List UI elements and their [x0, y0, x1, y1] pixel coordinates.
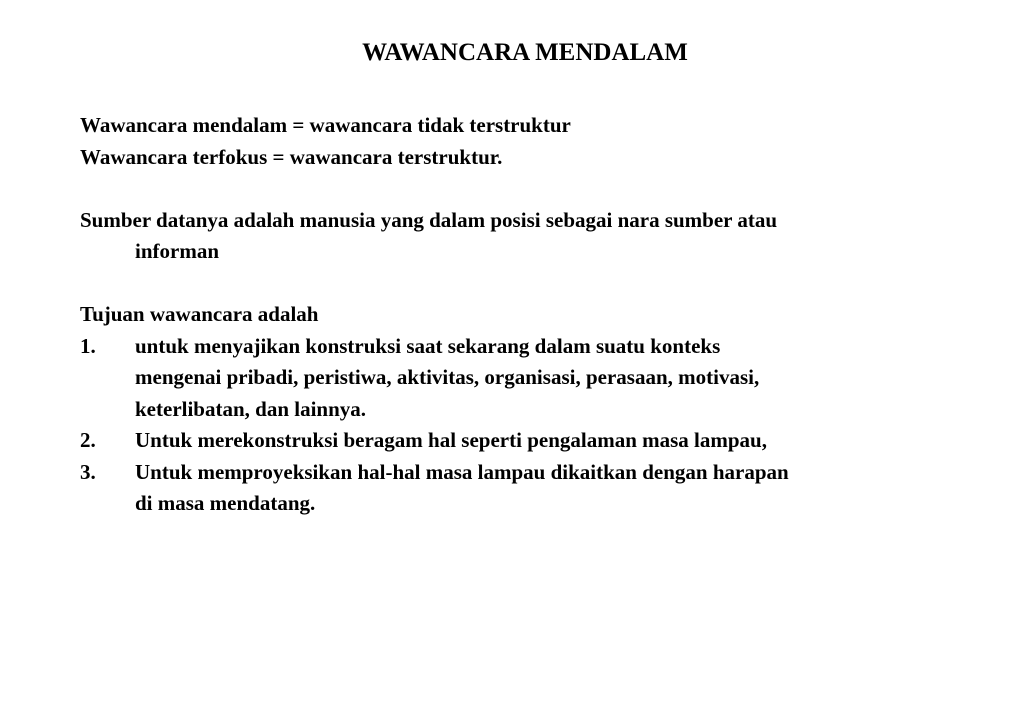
list-item-line: untuk menyajikan konstruksi saat sekarang dalam suatu konteks: [135, 333, 721, 358]
slide-body: [80, 110, 980, 520]
list-item-line: keterlibatan, dan lainnya.: [135, 396, 367, 421]
list-item-number: 1.: [80, 333, 96, 358]
list-item-line: di masa mendatang.: [135, 491, 316, 515]
list-item-line: Untuk memproyeksikan hal-hal masa lampau dikaitkan dengan harapan: [135, 459, 789, 484]
definition-line: Wawancara mendalam = wawancara tidak terstruktur: [80, 113, 571, 137]
list-item-text: [135, 457, 960, 520]
list-item-text: [135, 425, 960, 457]
list-item-number: 2.: [80, 428, 96, 452]
source-continuation: informan: [135, 239, 219, 263]
source-line: Sumber datanya adalah manusia yang dalam posisi sebagai nara sumber atau: [80, 207, 778, 232]
list-item-text: [135, 331, 960, 426]
list-item-line: Untuk merekonstruksi beragam hal seperti pengalaman masa lampau,: [135, 428, 767, 452]
list-item: [80, 425, 960, 457]
list-item-number: 3.: [80, 459, 96, 484]
definition-line: Wawancara terfokus = wawancara terstruktur.: [80, 144, 503, 169]
list-item: [80, 331, 960, 426]
list-item: [80, 457, 960, 520]
list-item-line: mengenai pribadi, peristiwa, aktivitas, organisasi, perasaan, motivasi,: [135, 365, 760, 389]
purpose-heading: Tujuan wawancara adalah: [80, 302, 319, 326]
spacer: [80, 173, 980, 205]
spacer: [80, 268, 980, 300]
slide-title: WAWANCARA MENDALAM: [362, 39, 688, 66]
